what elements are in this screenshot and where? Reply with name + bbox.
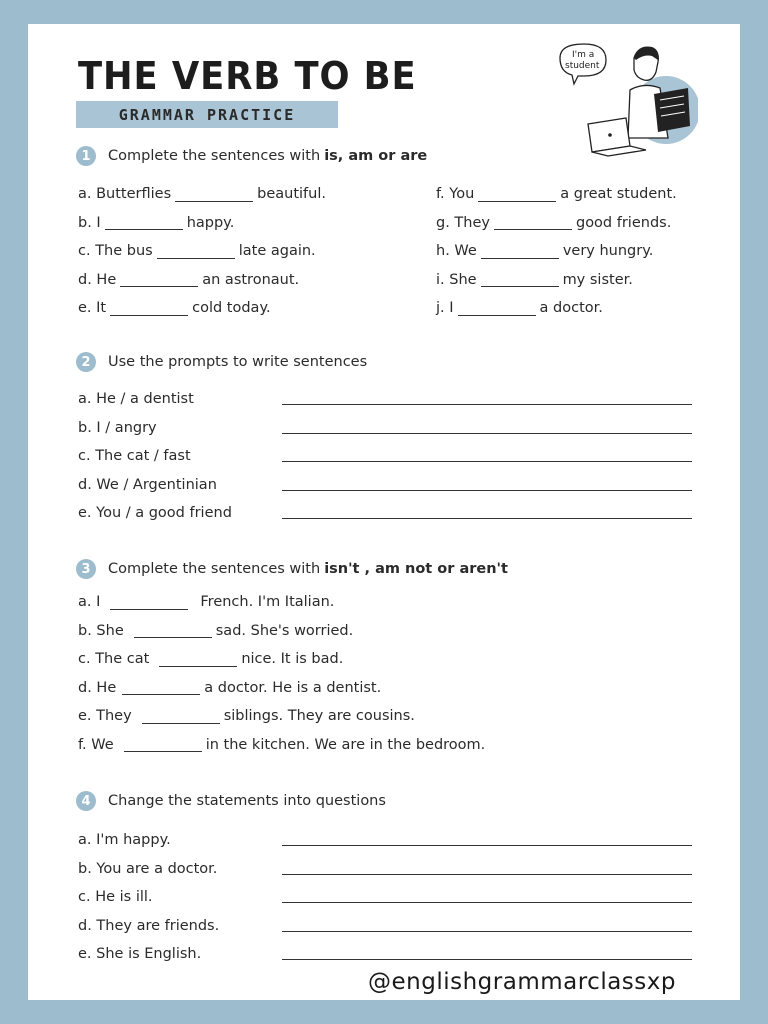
page-title: THE VERB TO BE	[78, 54, 417, 98]
list-item: b. She sad. She's worried.	[78, 622, 354, 639]
answer-blank[interactable]	[481, 244, 559, 259]
speech-bubble-line2: student	[565, 61, 600, 71]
answer-line[interactable]	[282, 518, 692, 519]
list-item: e. It cold today.	[78, 300, 271, 317]
section4-heading	[76, 791, 386, 811]
list-item: d. He a doctor. He is a dentist.	[78, 679, 382, 696]
answer-blank[interactable]	[157, 244, 235, 259]
answer-blank[interactable]	[122, 680, 200, 695]
section4-instruction: Change the statements into questions	[108, 793, 386, 809]
list-item: c. The cat nice. It is bad.	[78, 651, 344, 668]
answer-blank[interactable]	[481, 272, 559, 287]
answer-blank[interactable]	[110, 595, 188, 610]
answer-line[interactable]	[282, 845, 692, 846]
answer-blank[interactable]	[110, 301, 188, 316]
section2-instruction: Use the prompts to write sentences	[108, 354, 368, 370]
answer-line[interactable]	[282, 404, 692, 405]
answer-blank[interactable]	[494, 215, 572, 230]
section1-instruction-bold: is, am or are	[324, 148, 428, 164]
answer-blank[interactable]	[120, 272, 198, 287]
section3-heading	[76, 559, 508, 579]
answer-blank[interactable]	[134, 623, 212, 638]
subtitle: GRAMMAR PRACTICE	[118, 105, 296, 124]
speech-bubble-line1: I'm a	[572, 50, 595, 60]
list-item: e. She is English.	[78, 940, 718, 969]
list-item: a. I'm happy.	[78, 826, 718, 855]
section2-heading	[76, 352, 367, 372]
list-item: f. You a great student.	[436, 186, 677, 203]
list-item: c. The bus late again.	[78, 243, 316, 260]
answer-line[interactable]	[282, 959, 692, 960]
section3-list	[78, 588, 485, 759]
section1-right-column	[436, 180, 677, 323]
worksheet	[28, 24, 740, 1000]
answer-blank[interactable]	[142, 709, 220, 724]
list-item: g. They good friends.	[436, 214, 672, 231]
section-number-badge: 2	[76, 352, 96, 372]
student-illustration	[548, 38, 698, 158]
list-item: a. Butterflies beautiful.	[78, 186, 326, 203]
answer-line[interactable]	[282, 902, 692, 903]
list-item: j. I a doctor.	[436, 300, 603, 317]
list-item: d. They are friends.	[78, 912, 718, 941]
answer-blank[interactable]	[124, 737, 202, 752]
section4-list	[78, 826, 718, 969]
list-item: b. I / angry	[78, 414, 718, 443]
answer-line[interactable]	[282, 490, 692, 491]
answer-line[interactable]	[282, 874, 692, 875]
list-item: b. You are a doctor.	[78, 855, 718, 884]
social-handle: @englishgrammarclassxp	[368, 969, 676, 995]
answer-blank[interactable]	[175, 187, 253, 202]
subtitle-banner	[76, 101, 338, 128]
list-item: d. He an astronaut.	[78, 271, 300, 288]
list-item: a. He / a dentist	[78, 385, 718, 414]
list-item: e. They siblings. They are cousins.	[78, 708, 415, 725]
list-item: h. We very hungry.	[436, 243, 654, 260]
list-item: c. He is ill.	[78, 883, 718, 912]
answer-line[interactable]	[282, 461, 692, 462]
list-item: e. You / a good friend	[78, 499, 718, 528]
list-item: d. We / Argentinian	[78, 471, 718, 500]
answer-line[interactable]	[282, 433, 692, 434]
section2-list	[78, 385, 718, 528]
section3-instruction: Complete the sentences with	[108, 561, 321, 577]
list-item: i. She my sister.	[436, 271, 633, 288]
section1-left-column	[78, 180, 326, 323]
answer-blank[interactable]	[159, 652, 237, 667]
book-icon	[654, 88, 690, 132]
section-number-badge: 4	[76, 791, 96, 811]
section3-instruction-bold: isn't , am not or aren't	[324, 561, 508, 577]
section-number-badge: 3	[76, 559, 96, 579]
list-item: c. The cat / fast	[78, 442, 718, 471]
answer-blank[interactable]	[105, 215, 183, 230]
answer-line[interactable]	[282, 931, 692, 932]
list-item: f. We in the kitchen. We are in the bedroom.	[78, 736, 486, 753]
answer-blank[interactable]	[458, 301, 536, 316]
list-item: b. I happy.	[78, 214, 235, 231]
section1-instruction: Complete the sentences with	[108, 148, 321, 164]
answer-blank[interactable]	[478, 187, 556, 202]
section-number-badge: 1	[76, 146, 96, 166]
list-item: a. I French. I'm Italian.	[78, 594, 335, 611]
section1-heading	[76, 146, 427, 166]
